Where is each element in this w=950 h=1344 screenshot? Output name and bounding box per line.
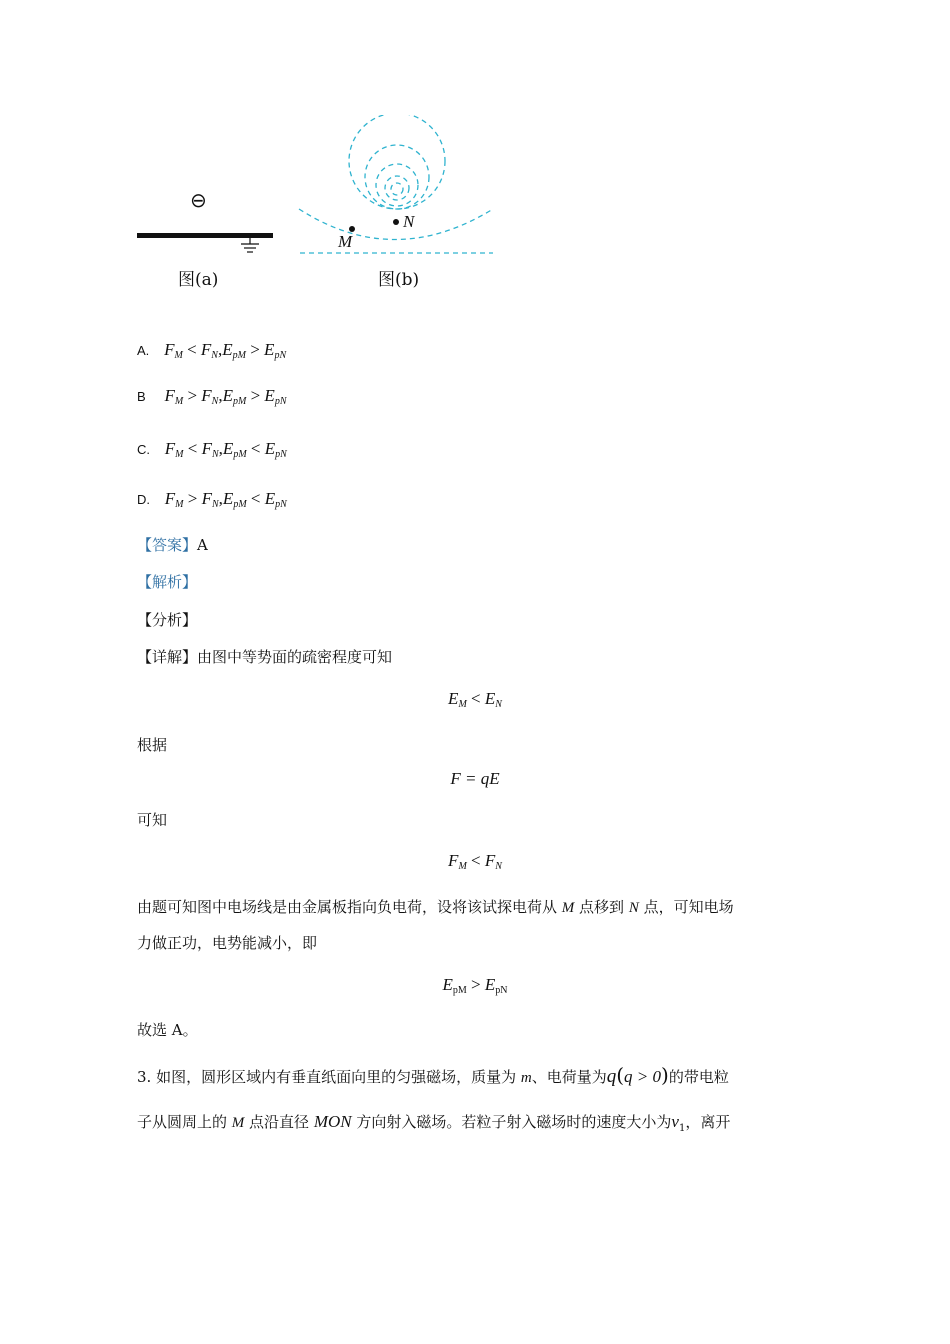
option-formula: $F_M < F_N,E_{pM} > E_{pN}$ — [164, 340, 287, 361]
kezhi-text: 可知 — [137, 811, 168, 829]
genju-text: 根据 — [137, 736, 168, 754]
equipotential-circle-5 — [391, 183, 403, 195]
equation-potential-energy: $E_{pM} > E_{pN}$ — [442, 975, 508, 996]
option-a — [137, 340, 286, 361]
detail-text: 由图中等势面的疏密程度可知 — [197, 648, 393, 666]
option-b — [137, 386, 286, 407]
negative-charge-symbol: ⊖ — [190, 188, 207, 212]
point-n-label: N — [403, 212, 415, 231]
question-3-line-2: 子从圆周上的 M 点沿直径 MON 方向射入磁场。若粒子射入磁场时的速度大小为$v_1$，离开 — [137, 1112, 731, 1134]
explanation-line-1: 由题可知图中电场线是由金属板指向负电荷，设将该试探电荷从 M 点移到 N 点，可知电场 — [137, 898, 734, 916]
analysis-tag: 【解析】 — [137, 573, 198, 591]
option-d — [137, 489, 287, 510]
point-m-label: M — [338, 232, 353, 251]
option-label: A. — [137, 343, 150, 358]
answer-value: A — [197, 536, 208, 554]
detail-tag: 【详解】 — [137, 648, 198, 666]
figure-a-caption: 图(a) — [178, 270, 219, 290]
equation-force-compare: $F_M < F_N$ — [448, 851, 502, 872]
point-n-dot — [393, 219, 399, 225]
option-formula: $F_M > F_N,E_{pM} > E_{pN}$ — [164, 386, 287, 407]
option-formula: $F_M < F_N,E_{pM} < E_{pN}$ — [164, 439, 287, 460]
detail-line — [137, 647, 392, 667]
equipotential-circle-4 — [385, 176, 409, 200]
figure-b — [296, 115, 496, 290]
equation-force: F = qE — [450, 769, 500, 788]
option-label: B — [137, 389, 146, 404]
figure-b-caption: 图(b) — [378, 270, 420, 290]
answer-line — [137, 535, 208, 555]
question-3-line-1: 3. 如图，圆形区域内有垂直纸面向里的匀强磁场，质量为 m、电荷量为q(q > 0)的带电粒 — [137, 1063, 729, 1087]
option-label: D. — [137, 492, 150, 507]
explanation-line-2: 力做正功，电势能减小，即 — [137, 934, 318, 952]
fenxi-tag: 【分析】 — [137, 611, 198, 629]
conclusion-text: 故选 A。 — [137, 1021, 198, 1039]
answer-tag: 【答案】 — [137, 536, 198, 554]
option-c — [137, 439, 287, 460]
ground-icon — [237, 238, 263, 258]
option-label: C. — [137, 442, 150, 457]
equation-field-strength: $E_M < E_N$ — [448, 689, 502, 710]
option-formula: $F_M > F_N,E_{pM} < E_{pN}$ — [164, 489, 287, 510]
figure-a — [130, 180, 290, 290]
equipotential-diagram — [296, 115, 496, 260]
